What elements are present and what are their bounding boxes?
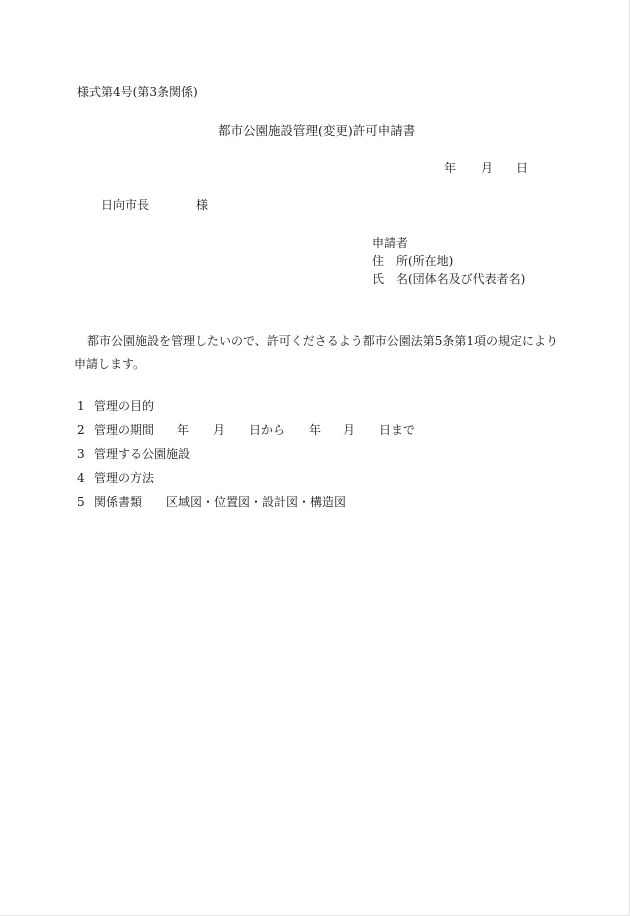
item-number: 2 (77, 423, 85, 437)
period-end-year: 年 (309, 423, 322, 437)
date-day-label: 日 (516, 161, 529, 175)
item-label-documents: 関係書類 (94, 495, 143, 509)
addressee (0, 197, 630, 213)
date-month-label: 月 (481, 161, 494, 175)
date-year-label: 年 (444, 161, 457, 175)
request-statement-line-2: 申請します。 (74, 357, 146, 371)
request-statement (74, 330, 564, 376)
applicant-name-label: 氏 名(団体名及び代表者名) (372, 272, 526, 286)
item-number: 5 (77, 495, 85, 509)
applicant-address-label: 住 所(所在地) (372, 254, 454, 268)
request-statement-line-1: 都市公園施設を管理したいので、許可くださるよう都市公園法第5条第1項の規定により (87, 334, 559, 348)
item-label-purpose: 管理の目的 (94, 399, 155, 413)
item-label-facility: 管理する公園施設 (94, 447, 191, 461)
addressee-name: 日向市長 (101, 198, 150, 212)
applicant-label: 申請者 (372, 236, 409, 250)
item-number: 3 (77, 447, 85, 461)
item-label-method: 管理の方法 (94, 471, 155, 485)
period-start-year: 年 (177, 423, 190, 437)
applicant-block (372, 235, 525, 289)
item-number: 1 (77, 399, 85, 413)
date-line (0, 160, 630, 176)
item-number: 4 (77, 471, 85, 485)
document-title: 都市公園施設管理(変更)許可申請書 (218, 123, 416, 138)
related-documents-list: 区域図・位置図・設計図・構造図 (166, 495, 347, 509)
period-end-day: 日まで (379, 423, 416, 437)
period-start-day: 日から (249, 423, 286, 437)
period-start-month: 月 (213, 423, 226, 437)
period-end-month: 月 (343, 423, 356, 437)
addressee-honorific: 様 (196, 198, 209, 212)
item-label-period: 管理の期間 (94, 423, 155, 437)
form-number: 様式第4号(第3条関係) (77, 85, 198, 99)
